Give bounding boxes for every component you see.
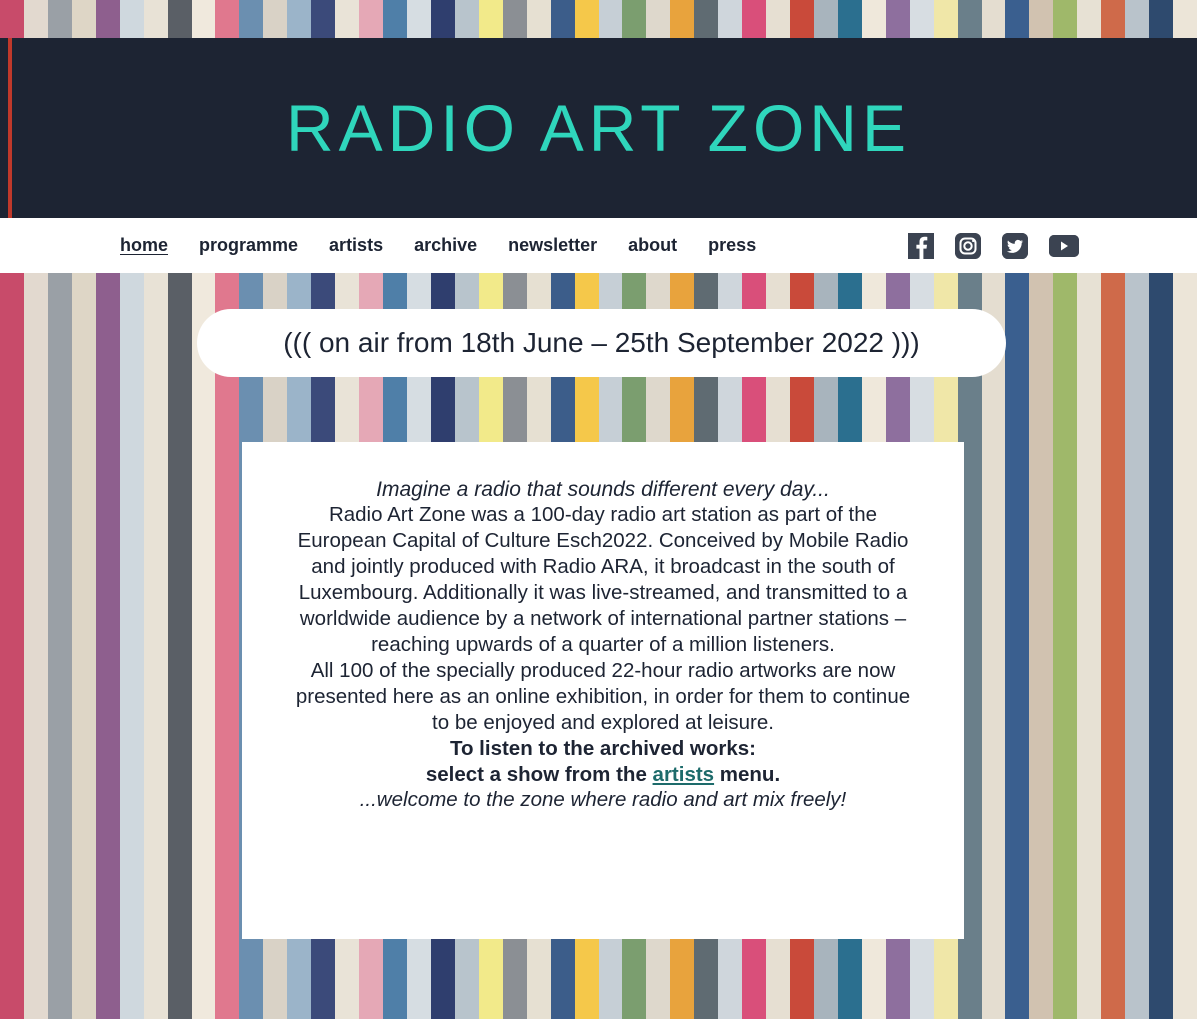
facebook-icon[interactable] <box>908 233 934 259</box>
cta-line-1: To listen to the archived works: <box>449 737 757 761</box>
intro-card <box>242 442 964 939</box>
cta-prefix: select a show from the <box>425 763 653 787</box>
cta-suffix: menu. <box>714 763 781 787</box>
intro-paragraph-1: Radio Art Zone was a 100-day radio art station as part of the European Capital of Culture Esch2022. Conceived by Mobile Radio and jointly produced with Radio ARA, it broadcast in the south of Luxembourg. Additionally it was live-streamed, and transmitted to a worldwide audience by a network of international partner stations – reaching upwards of a quarter of a million listeners. <box>297 503 909 657</box>
nav-item-artists[interactable]: artists <box>329 235 384 255</box>
nav-item-home[interactable]: home <box>120 235 169 255</box>
nav-item-archive[interactable]: archive <box>414 235 478 255</box>
intro-lede: Imagine a radio that sounds different every day... <box>376 478 830 501</box>
nav-item-about[interactable]: about <box>628 235 678 255</box>
page-title: RADIO ART ZONE <box>285 91 911 165</box>
nav-item-programme[interactable]: programme <box>199 235 299 255</box>
intro-outro: ...welcome to the zone where radio and art mix freely! <box>359 788 847 812</box>
youtube-icon[interactable] <box>1049 235 1079 257</box>
artists-link[interactable]: artists <box>652 763 715 787</box>
instagram-icon[interactable] <box>955 233 981 259</box>
on-air-banner: ((( on air from 18th June – 25th September 2022 ))) <box>197 309 1006 377</box>
call-to-action <box>286 736 920 788</box>
social-links <box>908 233 1079 259</box>
twitter-icon[interactable] <box>1002 233 1028 259</box>
nav-item-newsletter[interactable]: newsletter <box>508 235 598 255</box>
main-navigation <box>0 218 1197 273</box>
nav-item-press[interactable]: press <box>708 235 757 255</box>
nav-links <box>120 235 756 256</box>
site-header <box>0 38 1197 218</box>
intro-paragraph-2: All 100 of the specially produced 22-hour radio artworks are now presented here as an online exhibition, in order for them to continue to be enjoyed and explored at leisure. <box>295 659 911 735</box>
